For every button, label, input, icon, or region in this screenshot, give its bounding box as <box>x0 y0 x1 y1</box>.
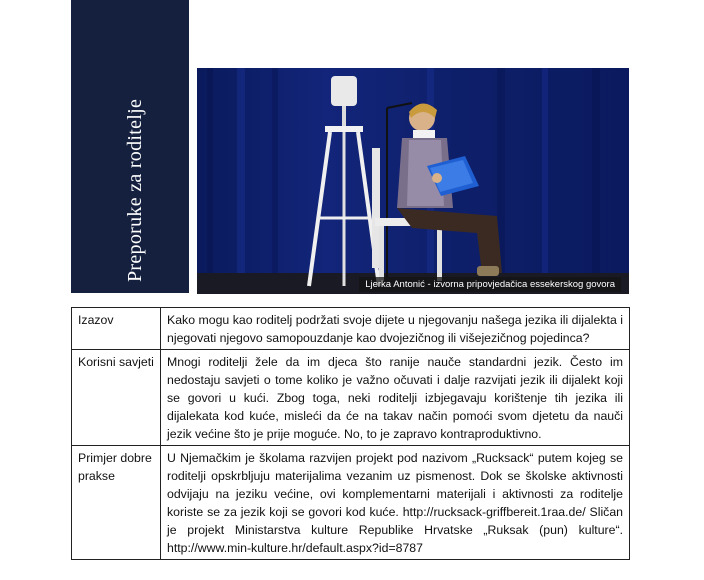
table-row <box>72 350 630 446</box>
row-text: Kako mogu kao roditelj podržati svoje dijete u njegovanju našega jezika ili dijalekta i njegovati njegovo samopouzdanje kao dvojezičnog ili višejezičnog pojedinca? <box>161 308 630 350</box>
row-text: Mnogi roditelji žele da im djeca što ranije nauče standardni jezik. Često im nedostaju savjeti o tome koliko je važno očuvati i dalje razvijati jezik ili dijalekt koji se govori u kući. Zbog toga, neki roditelji izbjegavaju korištenje tih jezika ili dijalekata kod kuće, misleći da će na takav način pomoći svom djetetu da nauči jezik većine što je prije moguće. No, to je zapravo kontraproduktivno. <box>161 350 630 446</box>
table-row <box>72 446 630 560</box>
row-label: Korisni savjeti <box>72 350 161 446</box>
photo-caption: Ljerka Antonić - izvorna pripovjedačica essekerskog govora <box>359 277 621 292</box>
stage-illustration <box>197 68 629 294</box>
recommendation-table <box>71 307 630 560</box>
row-label: Primjer dobre prakse <box>72 446 161 560</box>
row-text: U Njemačkim je školama razvijen projekt pod nazivom „Rucksack“ putem kojeg se roditelji opskrbljuju materijalima vezanim uz pismenost. Dok se školske aktivnosti odvijaju na jeziku većine, ovi komplementarni materijali i aktivnosti za roditelje koriste se za jezik koji se govori kod kuće. http://rucksack-griffbereit.1raa.de/ Sličan je projekt Ministarstva kulture Republike Hrvatske „Ruksak (pun) kulture“. http://www.min-kulture.hr/default.aspx?id=8787 <box>161 446 630 560</box>
table-row <box>72 308 630 350</box>
storyteller-photo <box>197 68 629 294</box>
row-label: Izazov <box>72 308 161 350</box>
section-title: Preporuke za roditelje <box>124 98 146 282</box>
